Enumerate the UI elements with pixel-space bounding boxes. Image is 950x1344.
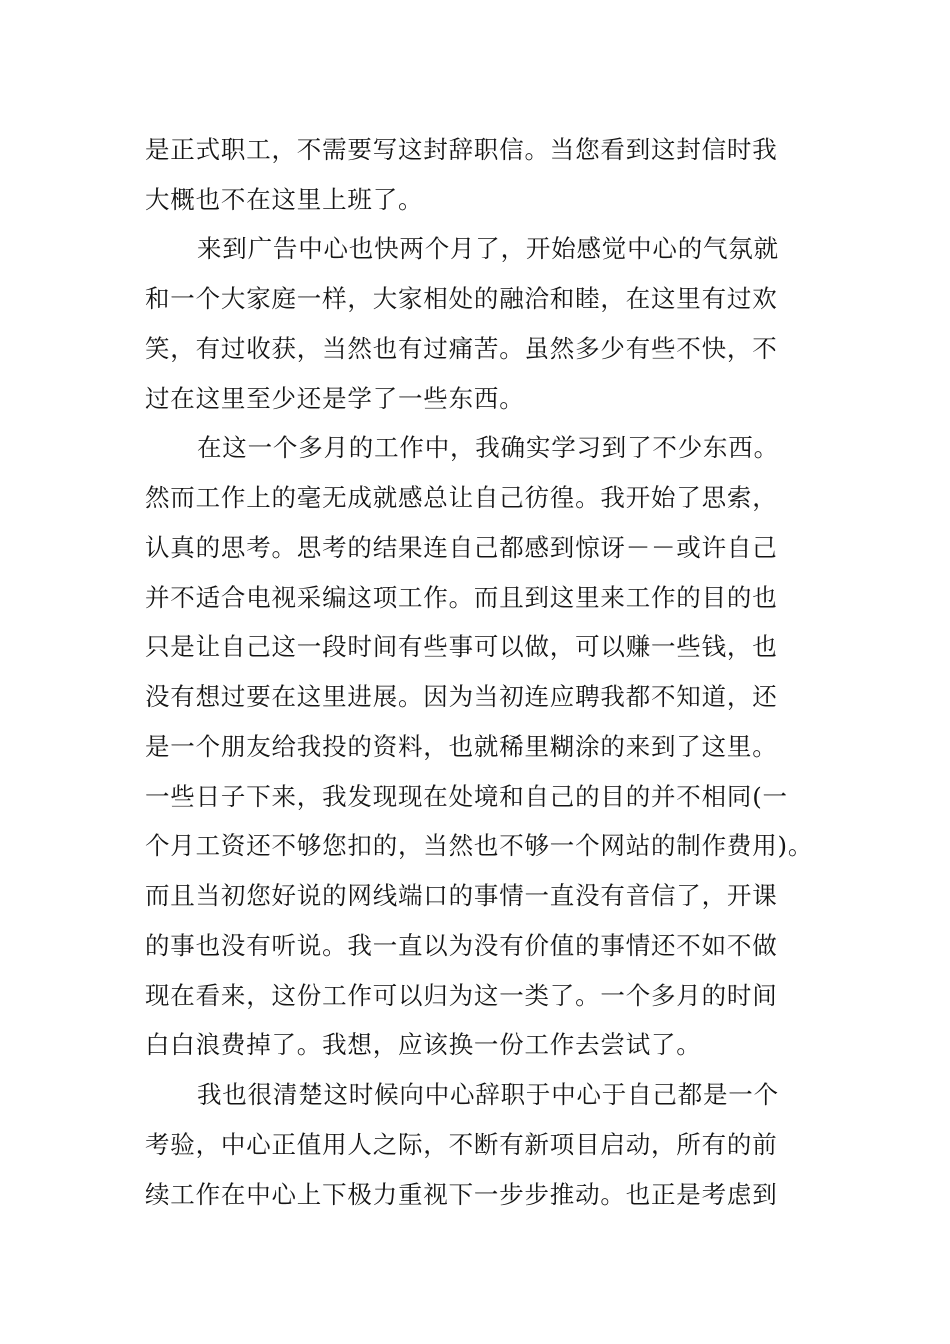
text-line: 认真的思考。思考的结果连自己都感到惊讶－－或许自己	[145, 533, 778, 562]
text-line: 笑，有过收获，当然也有过痛苦。虽然多少有些不快，不	[145, 334, 778, 363]
text-line: 过在这里至少还是学了一些东西。	[145, 384, 525, 413]
text-line: 然而工作上的毫无成就感总让自己彷徨。我开始了思索，	[145, 483, 778, 512]
text-line: 并不适合电视采编这项工作。而且到这里来工作的目的也	[145, 583, 778, 612]
text-line: 和一个大家庭一样，大家相处的融洽和睦，在这里有过欢	[145, 284, 778, 313]
text-line: 没有想过要在这里进展。因为当初连应聘我都不知道，还	[145, 682, 778, 711]
text-line: 现在看来，这份工作可以归为这一类了。一个多月的时间	[145, 981, 778, 1010]
text-line: 考验，中心正值用人之际，不断有新项目启动，所有的前	[145, 1130, 778, 1159]
text-line: 而且当初您好说的网线端口的事情一直没有音信了，开课	[145, 881, 778, 910]
text-line: 个月工资还不够您扣的，当然也不够一个网站的制作费用)。	[145, 831, 814, 860]
text-line: 白白浪费掉了。我想，应该换一份工作去尝试了。	[145, 1030, 702, 1059]
paragraph-start-line: 在这一个多月的工作中，我确实学习到了不少东西。	[197, 433, 779, 462]
paragraph-start-line: 来到广告中心也快两个月了，开始感觉中心的气氛就	[197, 234, 779, 263]
text-line: 的事也没有听说。我一直以为没有价值的事情还不如不做	[145, 931, 778, 960]
text-line: 续工作在中心上下极力重视下一步步推动。也正是考虑到	[145, 1180, 778, 1209]
text-line: 只是让自己这一段时间有些事可以做，可以赚一些钱，也	[145, 632, 778, 661]
text-line: 是一个朋友给我投的资料，也就稀里糊涂的来到了这里。	[145, 732, 778, 761]
text-line: 是正式职工，不需要写这封辞职信。当您看到这封信时我	[145, 135, 778, 164]
text-line: 大概也不在这里上班了。	[145, 185, 424, 214]
text-line: 一些日子下来，我发现现在处境和自己的目的并不相同(一	[145, 782, 788, 811]
paragraph-start-line: 我也很清楚这时候向中心辞职于中心于自己都是一个	[197, 1080, 779, 1109]
